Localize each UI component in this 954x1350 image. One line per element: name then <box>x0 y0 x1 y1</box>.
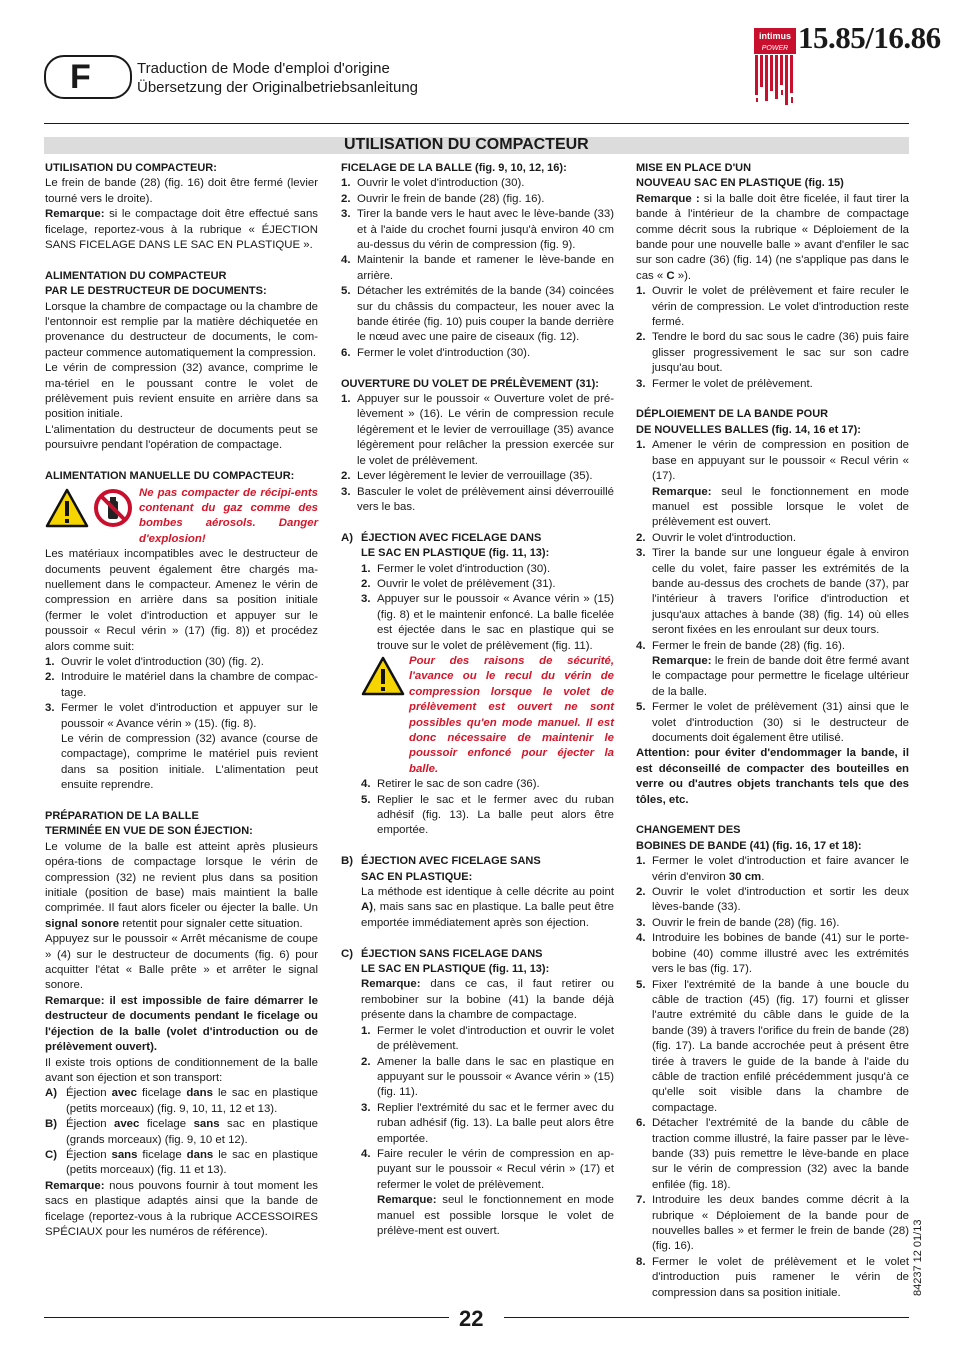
list-item: 2. Introduire le matériel dans la chambre de compac-tage. <box>45 671 318 699</box>
header-subtitle <box>137 59 418 97</box>
note: Remarque: seul le fonctionnement en mode manuel est possible lorsque le volet de prélève-ment est ouvert. <box>377 1194 614 1237</box>
list-item: 1. Ouvrir le volet d'introduction (30). <box>341 177 525 190</box>
list-item: 1. Ouvrir le volet de prélèvement et faire reculer le vérin de compression. Le volet d'introduction reste fermé. <box>636 285 909 329</box>
svg-text:intimus: intimus <box>758 31 792 41</box>
paragraph: Il existe trois options de conditionnement de la balle avant son éjection et son transport: <box>45 1056 318 1084</box>
option-c: C) Éjection sans ficelage dans le sac en plastique (petits morceaux) (fig. 11 et 13). <box>45 1148 318 1177</box>
list-item: 3. Tirer la bande sur une longueur égale à environ celle du volet, faire passer les extrémités de la bande au-dessus des crochets de bande (37), par l'intérieur à travers l'orifice d'introduction et jusqu'aux attaches à bande (38) (fig. 14) où elles seront fixées en les enroulant sur deux tours. <box>636 547 909 637</box>
list-item: 4. Fermer le frein de bande (28) (fig. 16). <box>636 639 846 652</box>
language-badge <box>44 55 132 99</box>
note: Remarque: si le compactage doit être effectué sans ficelage, reportez-vous à la rubrique « ÉJECTION SANS FICELAGE DANS LE SAC EN PLASTIQUE ». <box>45 208 318 252</box>
list-item: 2. Ouvrir le frein de bande (28) (fig. 16). <box>341 192 545 205</box>
paragraph: Le volume de la balle est atteint après plusieurs opéra-tions de compactage lorsque le vérin de compression (32) ne revient plus dans sa position initiale (position de base) mais maintient la balle comprimée. Il faut alors ficeler ou éjecter la balle. Un signal sonore retentit pour signaler cette situation. <box>45 840 318 930</box>
document-reference: 84237 12 01/13 <box>912 1219 924 1296</box>
list-item: 3. Fermer le volet d'introduction et appuyer sur le poussoir « Avance vérin » (15). (fig. 8). <box>45 702 318 730</box>
footer-rule-right <box>504 1317 909 1318</box>
list-item: 5. Fermer le volet de prélèvement (31) ainsi que le volet d'introduction (30) si le destructeur de documents doit également être utilisé. <box>636 701 909 745</box>
list-item: 7. Introduire les deux bandes comme décrit à la rubrique « Déploiement de la bande pour de nouvelles balles » et fermer le frein de bande (28) (fig. 16). <box>636 1194 909 1253</box>
heading: MISE EN PLACE D'UN <box>636 162 752 174</box>
note: Remarque: dans ce cas, il faut retirer ou rembobiner sur la bobine (41) la bande déjà présente dans la chambre de compactage. <box>361 978 614 1022</box>
heading: FICELAGE DE LA BALLE (fig. 9, 10, 12, 16): <box>341 162 567 174</box>
list-item: 3. Replier l'extrémité du sac et le fermer avec du ruban adhésif (fig. 13). La balle peut alors être emportée. <box>361 1101 614 1145</box>
note-bold: Remarque: il est impossible de faire démarrer le destructeur de documents pendant le ficelage ou l'éjection de la balle (volet d'introduction ou de prélèvement ouvert). <box>45 994 318 1054</box>
footer-rule-left <box>44 1317 449 1318</box>
paragraph: Les matériaux incompatibles avec le destructeur de documents peuvent également être chargés ma-nuellement dans le compacteur. Amenez le vérin de compression en arrière dans sa position initiale (fermer le volet d'introduction et appuyer sur le poussoir « Recul vérin » (17) (fig. 8)) et procédez alors comme suit: <box>45 548 318 653</box>
option-b: B) Éjection avec ficelage sans sac en plastique (grands morceaux) (fig. 9, 10 et 12). <box>45 1118 318 1146</box>
list-item: 2. Ouvrir le volet d'introduction. <box>636 531 796 544</box>
list-item: 1. Fermer le volet d'introduction et ouvrir le volet de prélèvement. <box>361 1024 614 1053</box>
list-item: 5. Fixer l'extrémité de la bande à une boucle du câble de traction (45) (fig. 17) fourni et glisser l'autre extrémité du câble dans le guide de la bande (39) à travers l'orifice du frein de bande (28) (fig. 17). La bande accrochée peut à présent être tirée à travers le guide de la bande à l'aide du câble de traction enfilé précédemment jusqu'à ce qu'elle soit visible dans la chambre de compactage. <box>636 978 909 1114</box>
list-item: 8. Fermer le volet de prélèvement et le volet d'introduction puis ramener le vérin de compression dans sa position initiale. <box>636 1255 909 1299</box>
list-item: 2. Amener la balle dans le sac en plastique en appuyant sur le poussoir « Avance vérin » (15) (fig. 11). <box>361 1055 614 1099</box>
attention-note: Attention: pour éviter d'endommager la bande, il est déconseillé de compacter des bouteilles en verre ou d'autres objets tranchants tels que des tôles, etc. <box>636 747 909 806</box>
heading: TERMINÉE EN VUE DE SON ÉJECTION: <box>45 825 253 838</box>
list-item: 4. Faire reculer le vérin de compression en ap-puyant sur le poussoir « Recul vérin » (17) et refermer le volet de prélèvement. <box>361 1147 614 1191</box>
column-2 <box>341 161 614 1239</box>
heading: PAR LE DESTRUCTEUR DE DOCUMENTS: <box>45 285 267 298</box>
heading: BOBINES DE BANDE (41) (fig. 16, 17 et 18): <box>636 839 862 852</box>
subheading-c: C) ÉJECTION SANS FICELAGE DANS LE SAC EN PLASTIQUE (fig. 11, 13): <box>341 947 550 976</box>
note: Remarque: seul le fonctionnement en mode manuel est possible lorsque le volet de prélèvement est ouvert. <box>652 485 909 529</box>
list-item: 4. Introduire les bobines de bande (41) sur le porte-bobine (40) comme illustré avec les extrémités vers le bas (fig. 17). <box>636 932 909 976</box>
list-item: 3. Tirer la bande vers le haut avec le lève-bande (33) et à l'aide du crochet fourni jusqu'à environ 40 cm au-dessus du vérin de compression (fig. 9). <box>341 208 614 252</box>
column-3 <box>636 161 909 1301</box>
safety-warning <box>361 654 614 777</box>
list-item: 3. Appuyer sur le poussoir « Avance vérin » (15) (fig. 8) et le maintenir enfoncé. La balle ficelée est éjectée dans le sac en plastique qui se trouve sur le volet de prélèvement (fig. 11). <box>361 593 614 652</box>
heading: NOUVEAU SAC EN PLASTIQUE (fig. 15) <box>636 177 844 190</box>
list-item: 2. Ouvrir le volet d'introduction et sortir les deux lèves-bande (33). <box>636 886 909 914</box>
heading: CHANGEMENT DES <box>636 824 741 837</box>
heading: DÉPLOIEMENT DE LA BANDE POUR <box>636 408 829 421</box>
list-item: 6. Fermer le volet d'introduction (30). <box>341 346 531 359</box>
list-item: 2. Tendre le bord du sac sous le cadre (36) puis faire glisser progressivement le sac sur son cadre jusqu'au bout. <box>636 331 909 375</box>
heading: OUVERTURE DU VOLET DE PRÉLÈVEMENT (31): <box>341 377 599 390</box>
list-item: 1. Appuyer sur le poussoir « Ouverture volet de pré-lèvement » (16). Le vérin de compression recule légèrement et le levier de verrouillage (35) avance légèrement pour relâcher la pression exercée sur le volet de prélèvement. <box>341 393 614 467</box>
warning-text: Pour des raisons de sécurité, l'avance ou le recul du vérin de compression lorsque le volet de prélèvement est ouvert ne sont possibles qu'en mode manuel. Il est donc nécessaire de maintenir le poussoir enfoncé pour éjecter la balle. <box>409 654 614 775</box>
list-item: 5. Replier le sac et le fermer avec du ruban adhésif (fig. 13). La balle peut alors être emportée. <box>361 793 614 837</box>
paragraph: Le frein de bande (28) (fig. 16) doit être fermé (levier tourné vers le droite). <box>45 177 318 205</box>
column-1 <box>45 161 318 1240</box>
subheading-b: B) ÉJECTION AVEC FICELAGE SANS SAC EN PLASTIQUE: <box>341 855 541 883</box>
paragraph: Lorsque la chambre de compactage ou la chambre de l'entonnoir est remplie par la matière déchiquetée en provenance du destructeur de documents, le com-pacteur commence automatiquement la compression. <box>45 300 318 359</box>
list-item: 2. Ouvrir le volet de prélèvement (31). <box>361 577 556 590</box>
list-item: 1. Amener le vérin de compression en position de base en appuyant sur le poussoir « Recul vérin « (17). <box>636 439 909 483</box>
list-item: 4. Retirer le sac de son cadre (36). <box>361 778 540 791</box>
warning-triangle-icon <box>361 656 405 696</box>
note: Remarque: nous pouvons fournir à tout moment les sacs en plastique adaptés ainsi que la bande de ficelage (reportez-vous à la rubrique ACCESSOIRES SPÉCIAUX pour les numéros de référence). <box>45 1179 318 1238</box>
list-item: 6. Détacher l'extrémité de la bande du câble de traction comme illustré, la faire passer par le lève-bande (33) puis remettre le lève-bande en place sur le vérin de compression (32) avec la bande enfilée (fig. 18). <box>636 1117 909 1191</box>
page-number: 22 <box>459 1306 484 1331</box>
note: Remarque : si la balle doit être ficelée, il faut tirer la bande à l'intérieur de la chambre de compactage comme décrit sous la rubrique « Déploiement de la bande pour une nouvelle balle » avant d'enfiler le sac sur son cadre (36) (fig. 14) (ne s'applique pas dans le cas « C »). <box>636 192 909 282</box>
list-item: 2. Lever légèrement le levier de verrouillage (35). <box>341 470 593 483</box>
warning-text: Ne pas compacter de récipi-ents contenant du gaz comme des bombes aérosols. Danger d'explosion! <box>139 486 318 545</box>
warning-triangle-icon <box>45 488 89 528</box>
paragraph: Le vérin de compression (32) avance, comprime le ma-tériel en le poussant contre le volet de prélèvement puis revient ensuite en arrière dans sa position initiale. <box>45 362 318 421</box>
list-item: 3. Basculer le volet de prélèvement ainsi déverrouillé vers le bas. <box>341 485 614 513</box>
list-item: 1. Ouvrir le volet d'introduction (30) (fig. 2). <box>45 655 264 668</box>
list-item: 3. Fermer le volet de prélèvement. <box>636 377 813 390</box>
language-letter: F <box>70 58 91 96</box>
option-a: A) Éjection avec ficelage dans le sac en plastique (petits morceaux) (fig. 9, 10, 11, 12 et 13). <box>45 1087 318 1115</box>
list-item: 5. Détacher les extrémités de la bande (34) coincées sur du châssis du compacteur, les nouer avec la bande étirée (fig. 10) puis couper la bande derrière le nœud avec une paire de ciseaux (fig. 12). <box>341 285 614 344</box>
list-item: 1. Fermer le volet d'introduction et faire avancer le vérin d'environ 30 cm. <box>636 855 909 883</box>
model-number: 15.85/16.86 <box>798 20 941 55</box>
list-item: 4. Maintenir la bande et ramener le lève-bande en arrière. <box>341 254 614 282</box>
header-divider <box>44 123 909 124</box>
heading: UTILISATION DU COMPACTEUR: <box>45 162 217 174</box>
list-item: 1. Fermer le volet d'introduction (30). <box>361 562 551 575</box>
note: Remarque: le frein de bande doit être fermé avant le compactage pour permettre le ficelage ultérieur de la balle. <box>652 654 909 698</box>
heading: ALIMENTATION MANUELLE DU COMPACTEUR: <box>45 470 295 483</box>
no-aerosol-icon <box>93 488 133 528</box>
section-title: UTILISATION DU COMPACTEUR <box>344 136 589 153</box>
intimus-logo <box>754 28 796 108</box>
aerosol-warning <box>45 486 318 548</box>
header-line-german: Übersetzung der Originalbetriebsanleitung <box>137 79 419 96</box>
paragraph: Appuyez sur le poussoir « Arrêt mécanisme de coupe » (4) sur le destructeur de documents (fig. 6) pour acquitter l'état « Balle prête » et arrêter le signal sonore. <box>45 933 318 992</box>
heading: DE NOUVELLES BALLES (fig. 14, 16 et 17): <box>636 423 861 436</box>
paragraph: Le vérin de compression (32) avance (course de compactage), comprime le matériel puis revient dans sa position initiale. L'alimentation peut ensuite reprendre. <box>61 733 318 792</box>
heading: PRÉPARATION DE LA BALLE <box>45 810 199 823</box>
paragraph: L'alimentation du destructeur de documents peut se poursuivre pendant l'opération de compactage. <box>45 423 318 452</box>
heading: ALIMENTATION DU COMPACTEUR <box>45 269 227 282</box>
header-line-french: Traduction de Mode d'emploi d'origine <box>137 60 390 77</box>
subheading-a: A) ÉJECTION AVEC FICELAGE DANS LE SAC EN PLASTIQUE (fig. 11, 13): <box>341 531 550 560</box>
svg-text:POWER: POWER <box>761 45 789 52</box>
list-item: 3. Ouvrir le frein de bande (28) (fig. 16). <box>636 916 840 929</box>
paragraph: La méthode est identique à celle décrite au point A), mais sans sac en plastique. La balle peut être emportée immédiatement après son éjection. <box>361 886 614 929</box>
